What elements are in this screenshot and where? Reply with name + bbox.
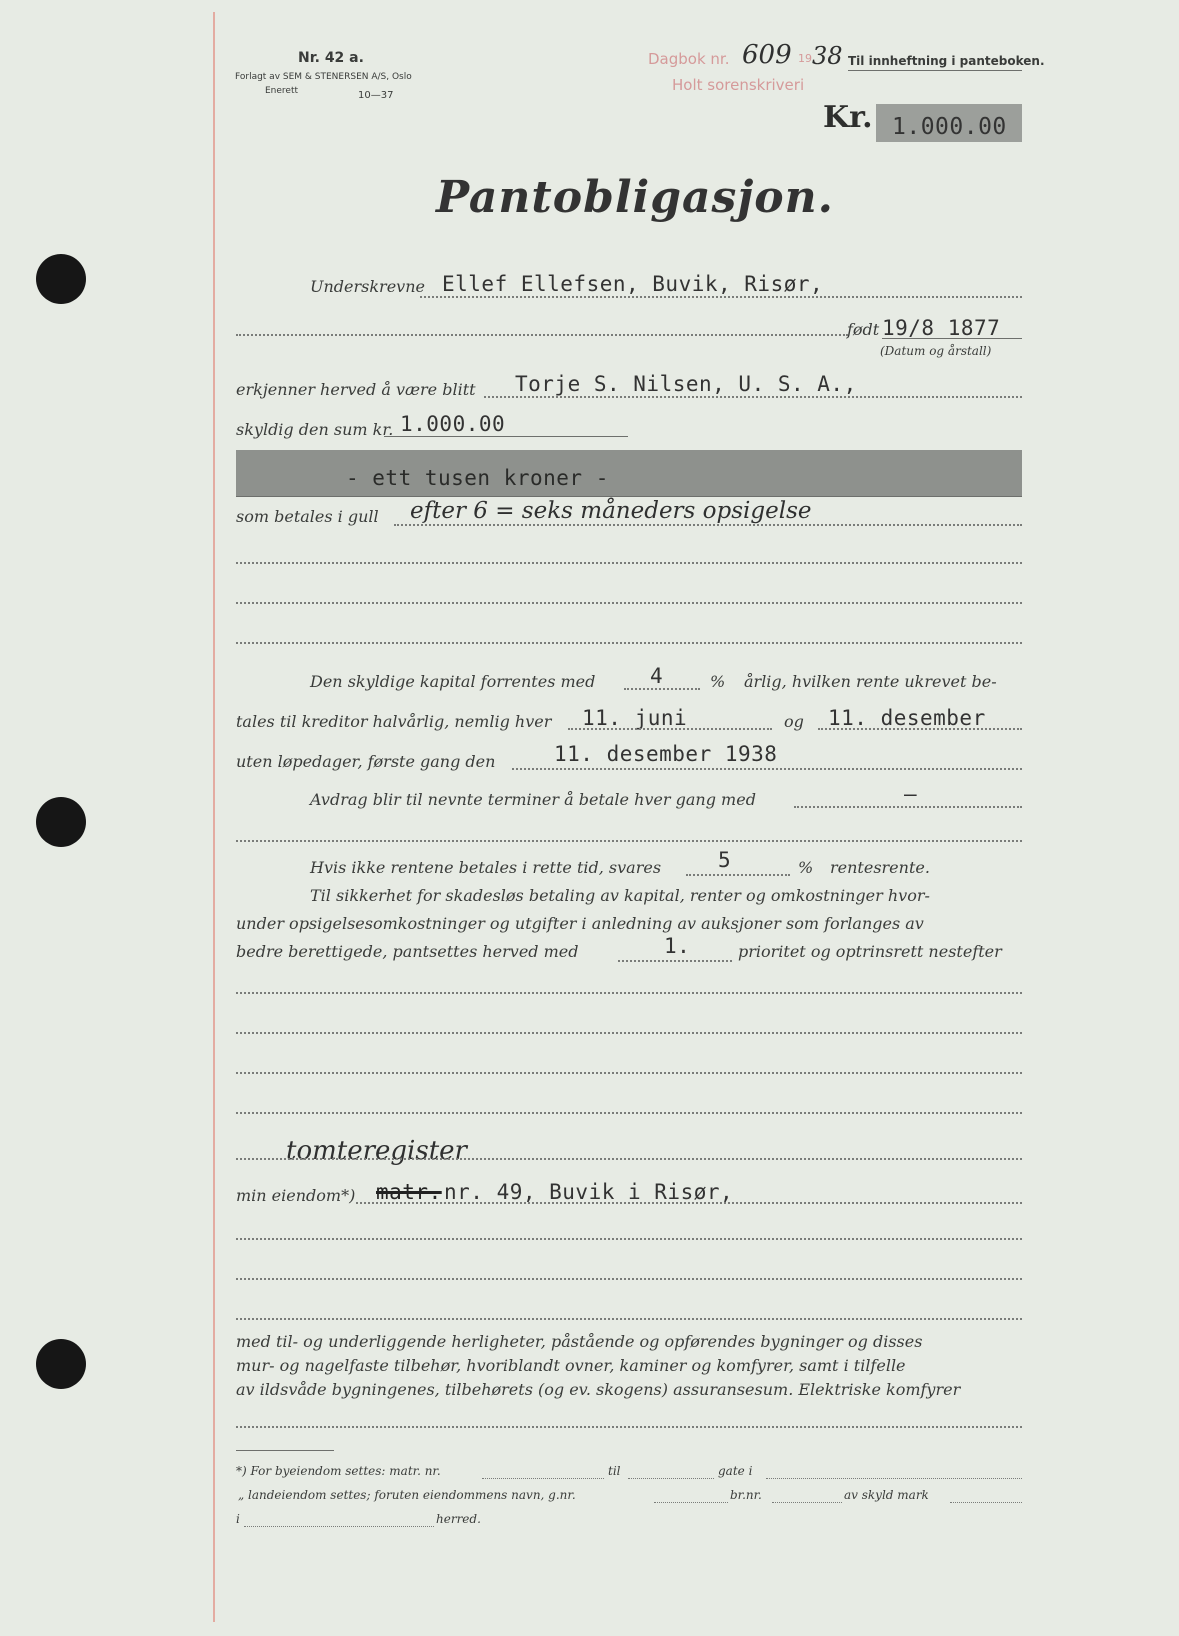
dotted-line <box>818 728 1022 730</box>
interest-og: og <box>784 712 804 731</box>
dotted-line <box>236 562 1022 564</box>
rights-text: Enerett <box>265 86 299 96</box>
dotted-line <box>236 642 1022 644</box>
property-value: nr. 49, Buvik i Risør, <box>444 1180 734 1204</box>
footnote-line-2b: br.nr. <box>730 1488 762 1502</box>
interest-line-8a: bedre berettigede, pantsettes herved med <box>236 942 579 961</box>
dotted-line <box>420 296 1022 298</box>
dotted-line <box>236 1072 1022 1074</box>
footnote-line-3a: i <box>236 1512 240 1526</box>
avdrag-value: — <box>904 782 918 806</box>
interest-line-2a: tales til kreditor halvårlig, nemlig hver <box>236 712 552 731</box>
edition-text: 10—37 <box>358 90 394 101</box>
footnote-line-2a: „ landeiendom settes; foruten eiendommens navn, g.nr. <box>238 1488 576 1502</box>
percent-sign-2: % <box>798 858 814 877</box>
dotted-line <box>236 1318 1022 1320</box>
amount-words: - ett tusen kroner - <box>346 466 609 490</box>
skyldig-line <box>384 436 628 437</box>
header-amount: 1.000.00 <box>892 114 1007 140</box>
margin-line <box>213 12 215 1622</box>
gull-label: som betales i gull <box>236 507 379 526</box>
dotted-line <box>236 1112 1022 1114</box>
skyldig-label: skyldig den sum kr. <box>236 420 394 439</box>
kr-label: Kr. <box>823 100 873 135</box>
closing-line-1: med til- og underliggende herligheter, påstående og opførendes bygninger og disses <box>236 1332 923 1351</box>
dotted-line <box>236 1238 1022 1240</box>
interest-line-5a: Hvis ikke rentene betales i rette tid, svares <box>310 858 662 877</box>
footnote-line-1b: til <box>608 1464 621 1478</box>
percent-sign: % <box>710 672 726 691</box>
interest-line-5c: rentesrente. <box>830 858 930 877</box>
interest-line-8b: prioritet og optrinsrett nestefter <box>738 942 1002 961</box>
footnote-line-1c: gate i <box>718 1464 753 1478</box>
band-line <box>236 496 1022 497</box>
dotted-line <box>766 1478 1022 1479</box>
dotted-line <box>394 524 1022 526</box>
dotted-line <box>236 1278 1022 1280</box>
erkjenner-label: erkjenner herved å være blitt <box>236 380 476 399</box>
interest-line-1a: Den skyldige kapital forrentes med <box>310 672 596 691</box>
closing-line-3: av ildsvåde bygningenes, tilbehørets (og ev. skogens) assuransesum. Elektriske komfyrer <box>236 1380 961 1399</box>
dotted-line <box>236 1032 1022 1034</box>
header-rule <box>848 70 1022 71</box>
dotted-line <box>356 1202 1022 1204</box>
dotted-line <box>236 992 1022 994</box>
closing-line-2: mur- og nagelfaste tilbehør, hvoriblandt ovner, kaminer og komfyrer, samt i tilfelle <box>236 1356 906 1375</box>
dotted-line <box>482 1478 604 1479</box>
dotted-line <box>244 1526 434 1527</box>
punch-hole <box>36 797 86 847</box>
footnote-separator <box>236 1450 334 1451</box>
interest-line-3a: uten løpedager, første gang den <box>236 752 496 771</box>
fodt-value: 19/8 1877 <box>882 316 1001 340</box>
dagbok-number: 609 <box>742 40 792 70</box>
dotted-line <box>628 1478 714 1479</box>
dotted-line <box>772 1502 842 1503</box>
term-date-2: 11. desember <box>828 706 986 730</box>
fodt-label: født <box>847 320 880 339</box>
dotted-line <box>236 602 1022 604</box>
footnote-line-1a: *) For byeiendom settes: matr. nr. <box>236 1464 441 1478</box>
punch-hole <box>36 1339 86 1389</box>
publisher-line: Forlagt av SEM & STENERSEN A/S, Oslo <box>235 72 412 82</box>
skyldig-value: 1.000.00 <box>400 412 506 436</box>
erkjenner-value: Torje S. Nilsen, U. S. A., <box>515 372 857 396</box>
interest-line-6: Til sikkerhet for skadesløs betaling av kapital, renter og omkostninger hvor- <box>310 886 930 905</box>
innheftning-text: Til innheftning i panteboken. <box>848 54 1045 68</box>
dotted-line <box>686 874 790 876</box>
dotted-line <box>654 1502 728 1503</box>
dotted-line <box>512 768 1022 770</box>
datum-hint: (Datum og årstall) <box>880 344 992 358</box>
punch-hole <box>36 254 86 304</box>
interest-line-7: under opsigelsesomkostninger og utgifter i anledning av auksjoner som forlanges av <box>236 914 924 933</box>
fodt-line <box>882 338 1022 339</box>
dotted-line <box>484 396 1022 398</box>
undersk-label: Underskrevne <box>310 277 425 296</box>
struck-text: matr. <box>376 1180 442 1204</box>
undersk-value: Ellef Ellefsen, Buvik, Risør, <box>442 272 824 296</box>
dotted-line <box>236 1426 1022 1428</box>
dotted-line <box>950 1502 1022 1503</box>
gull-value: efter 6 = seks måneders opsigelse <box>410 498 812 524</box>
dotted-line <box>568 728 772 730</box>
dotted-line <box>236 840 1022 842</box>
interest-rate: 4 <box>650 664 664 688</box>
year-prefix: 19 <box>798 52 812 65</box>
form-number: Nr. 42 a. <box>298 50 364 66</box>
dotted-line <box>236 1158 1022 1160</box>
dotted-line <box>236 334 848 336</box>
property-label: min eiendom*) <box>236 1186 356 1205</box>
document-title: Pantobligasjon. <box>436 172 834 223</box>
rentesrente-rate: 5 <box>718 848 732 872</box>
dotted-line <box>794 806 1022 808</box>
priority-value: 1. <box>664 934 691 958</box>
dagbok-label: Dagbok nr. <box>648 50 730 68</box>
sorenskriveri-stamp: Holt sorenskriveri <box>672 76 805 94</box>
footnote-line-3b: herred. <box>436 1512 481 1526</box>
year-number: 38 <box>812 42 843 70</box>
interest-line-1c: årlig, hvilken rente ukrevet be- <box>744 672 997 691</box>
footnote-line-2c: av skyld mark <box>844 1488 929 1502</box>
dotted-line <box>618 960 732 962</box>
term-date-1: 11. juni <box>582 706 688 730</box>
dotted-line <box>624 688 700 690</box>
first-term: 11. desember 1938 <box>554 742 778 766</box>
interest-line-4a: Avdrag blir til nevnte terminer å betale hver gang med <box>310 790 756 809</box>
handwritten-note: tomteregister <box>286 1136 467 1166</box>
